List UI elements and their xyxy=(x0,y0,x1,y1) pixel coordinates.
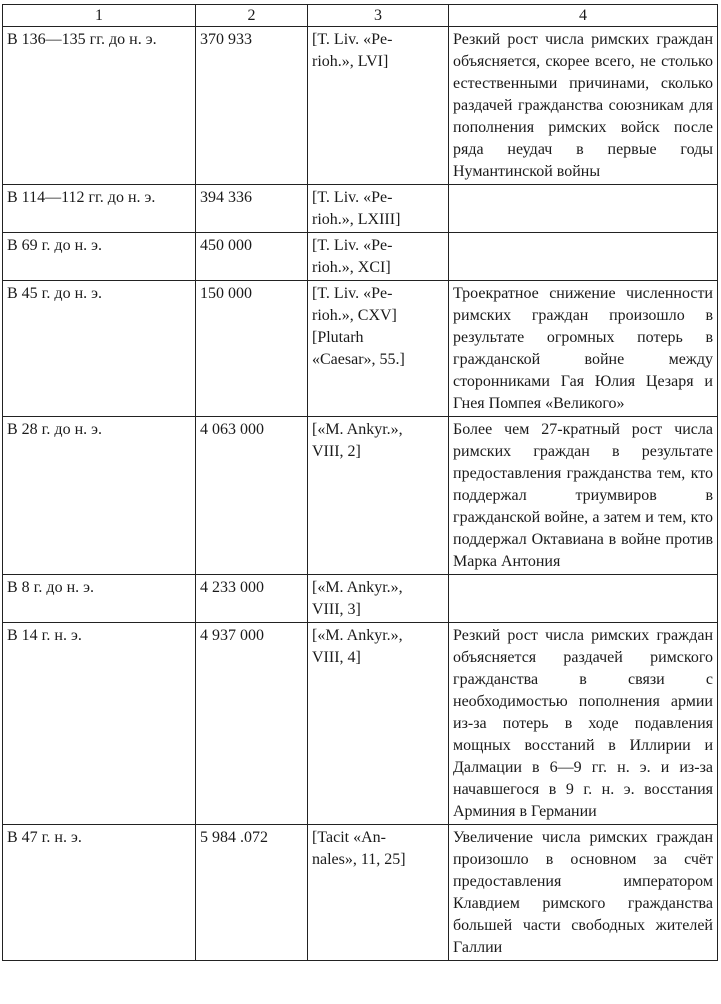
table-row xyxy=(3,185,718,233)
source-cell: [«M. Ankyr.», VIII, 4] xyxy=(308,623,449,825)
column-number-row xyxy=(3,5,718,27)
table-row xyxy=(3,417,718,575)
comment-cell: Резкий рост числа римских граждан объясняется, скорее всего, не столько естественными причинами, сколько раздачей гражданства союзникам для пополнения римских войск после ряда неудач в первые годы Нумантинской войны xyxy=(449,27,718,185)
census-table xyxy=(2,4,718,961)
comment-cell: Резкий рост числа римских граждан объясняется раздачей римского гражданства в связи с необходимостью пополнения армии из-за потерь в ходе подавления мощных восстаний в Иллирии и Далмации в 6—9 гг. н. э. и из-за начавшегося в 9 г. н. э. восстания Арминия в Германии xyxy=(449,623,718,825)
table-row xyxy=(3,27,718,185)
source-cell: [T. Liv. «Pe- rioh.», LXIII] xyxy=(308,185,449,233)
citizen-count-cell: 450 000 xyxy=(196,233,308,281)
column-number-2: 2 xyxy=(196,5,308,27)
period-cell: В 47 г. н. э. xyxy=(3,825,196,961)
comment-cell: Увеличение числа римских граждан произошло в основном за счёт предоставления императором Клавдием римского гражданства большей части свободных жителей Галлии xyxy=(449,825,718,961)
period-cell: В 69 г. до н. э. xyxy=(3,233,196,281)
period-cell: В 28 г. до н. э. xyxy=(3,417,196,575)
table-row xyxy=(3,825,718,961)
period-cell: В 45 г. до н. э. xyxy=(3,281,196,417)
source-cell: [T. Liv. «Pe- rioh.», XCI] xyxy=(308,233,449,281)
source-cell: [T. Liv. «Pe- rioh.», LVI] xyxy=(308,27,449,185)
source-cell: [«M. Ankyr.», VIII, 3] xyxy=(308,575,449,623)
period-cell: В 114—112 гг. до н. э. xyxy=(3,185,196,233)
table-row xyxy=(3,575,718,623)
period-cell: В 14 г. н. э. xyxy=(3,623,196,825)
citizen-count-cell: 4 063 000 xyxy=(196,417,308,575)
citizen-count-cell: 4 233 000 xyxy=(196,575,308,623)
citizen-count-cell: 4 937 000 xyxy=(196,623,308,825)
period-cell: В 8 г. до н. э. xyxy=(3,575,196,623)
table-row xyxy=(3,281,718,417)
comment-cell: Более чем 27-кратный рост числа римских граждан в результате предоставления гражданства тем, кто поддержал триумвиров в гражданской войне, а затем и тем, кто поддержал Октавиана в войне против Марка Антония xyxy=(449,417,718,575)
source-cell: [T. Liv. «Pe- rioh.», CXV] [Plutarh «Caesar», 55.] xyxy=(308,281,449,417)
source-cell: [«M. Ankyr.», VIII, 2] xyxy=(308,417,449,575)
comment-cell xyxy=(449,185,718,233)
table-row xyxy=(3,233,718,281)
comment-cell: Троекратное снижение численности римских граждан произошло в результате огромных потерь в гражданской войне между сторонниками Гая Юлия Цезаря и Гнея Помпея «Великого» xyxy=(449,281,718,417)
citizen-count-cell: 5 984 .072 xyxy=(196,825,308,961)
comment-cell xyxy=(449,233,718,281)
column-number-1: 1 xyxy=(3,5,196,27)
comment-cell xyxy=(449,575,718,623)
citizen-count-cell: 370 933 xyxy=(196,27,308,185)
column-number-4: 4 xyxy=(449,5,718,27)
column-number-3: 3 xyxy=(308,5,449,27)
citizen-count-cell: 394 336 xyxy=(196,185,308,233)
table-row xyxy=(3,623,718,825)
period-cell: В 136—135 гг. до н. э. xyxy=(3,27,196,185)
citizen-count-cell: 150 000 xyxy=(196,281,308,417)
source-cell: [Tacit «An- nales», 11, 25] xyxy=(308,825,449,961)
